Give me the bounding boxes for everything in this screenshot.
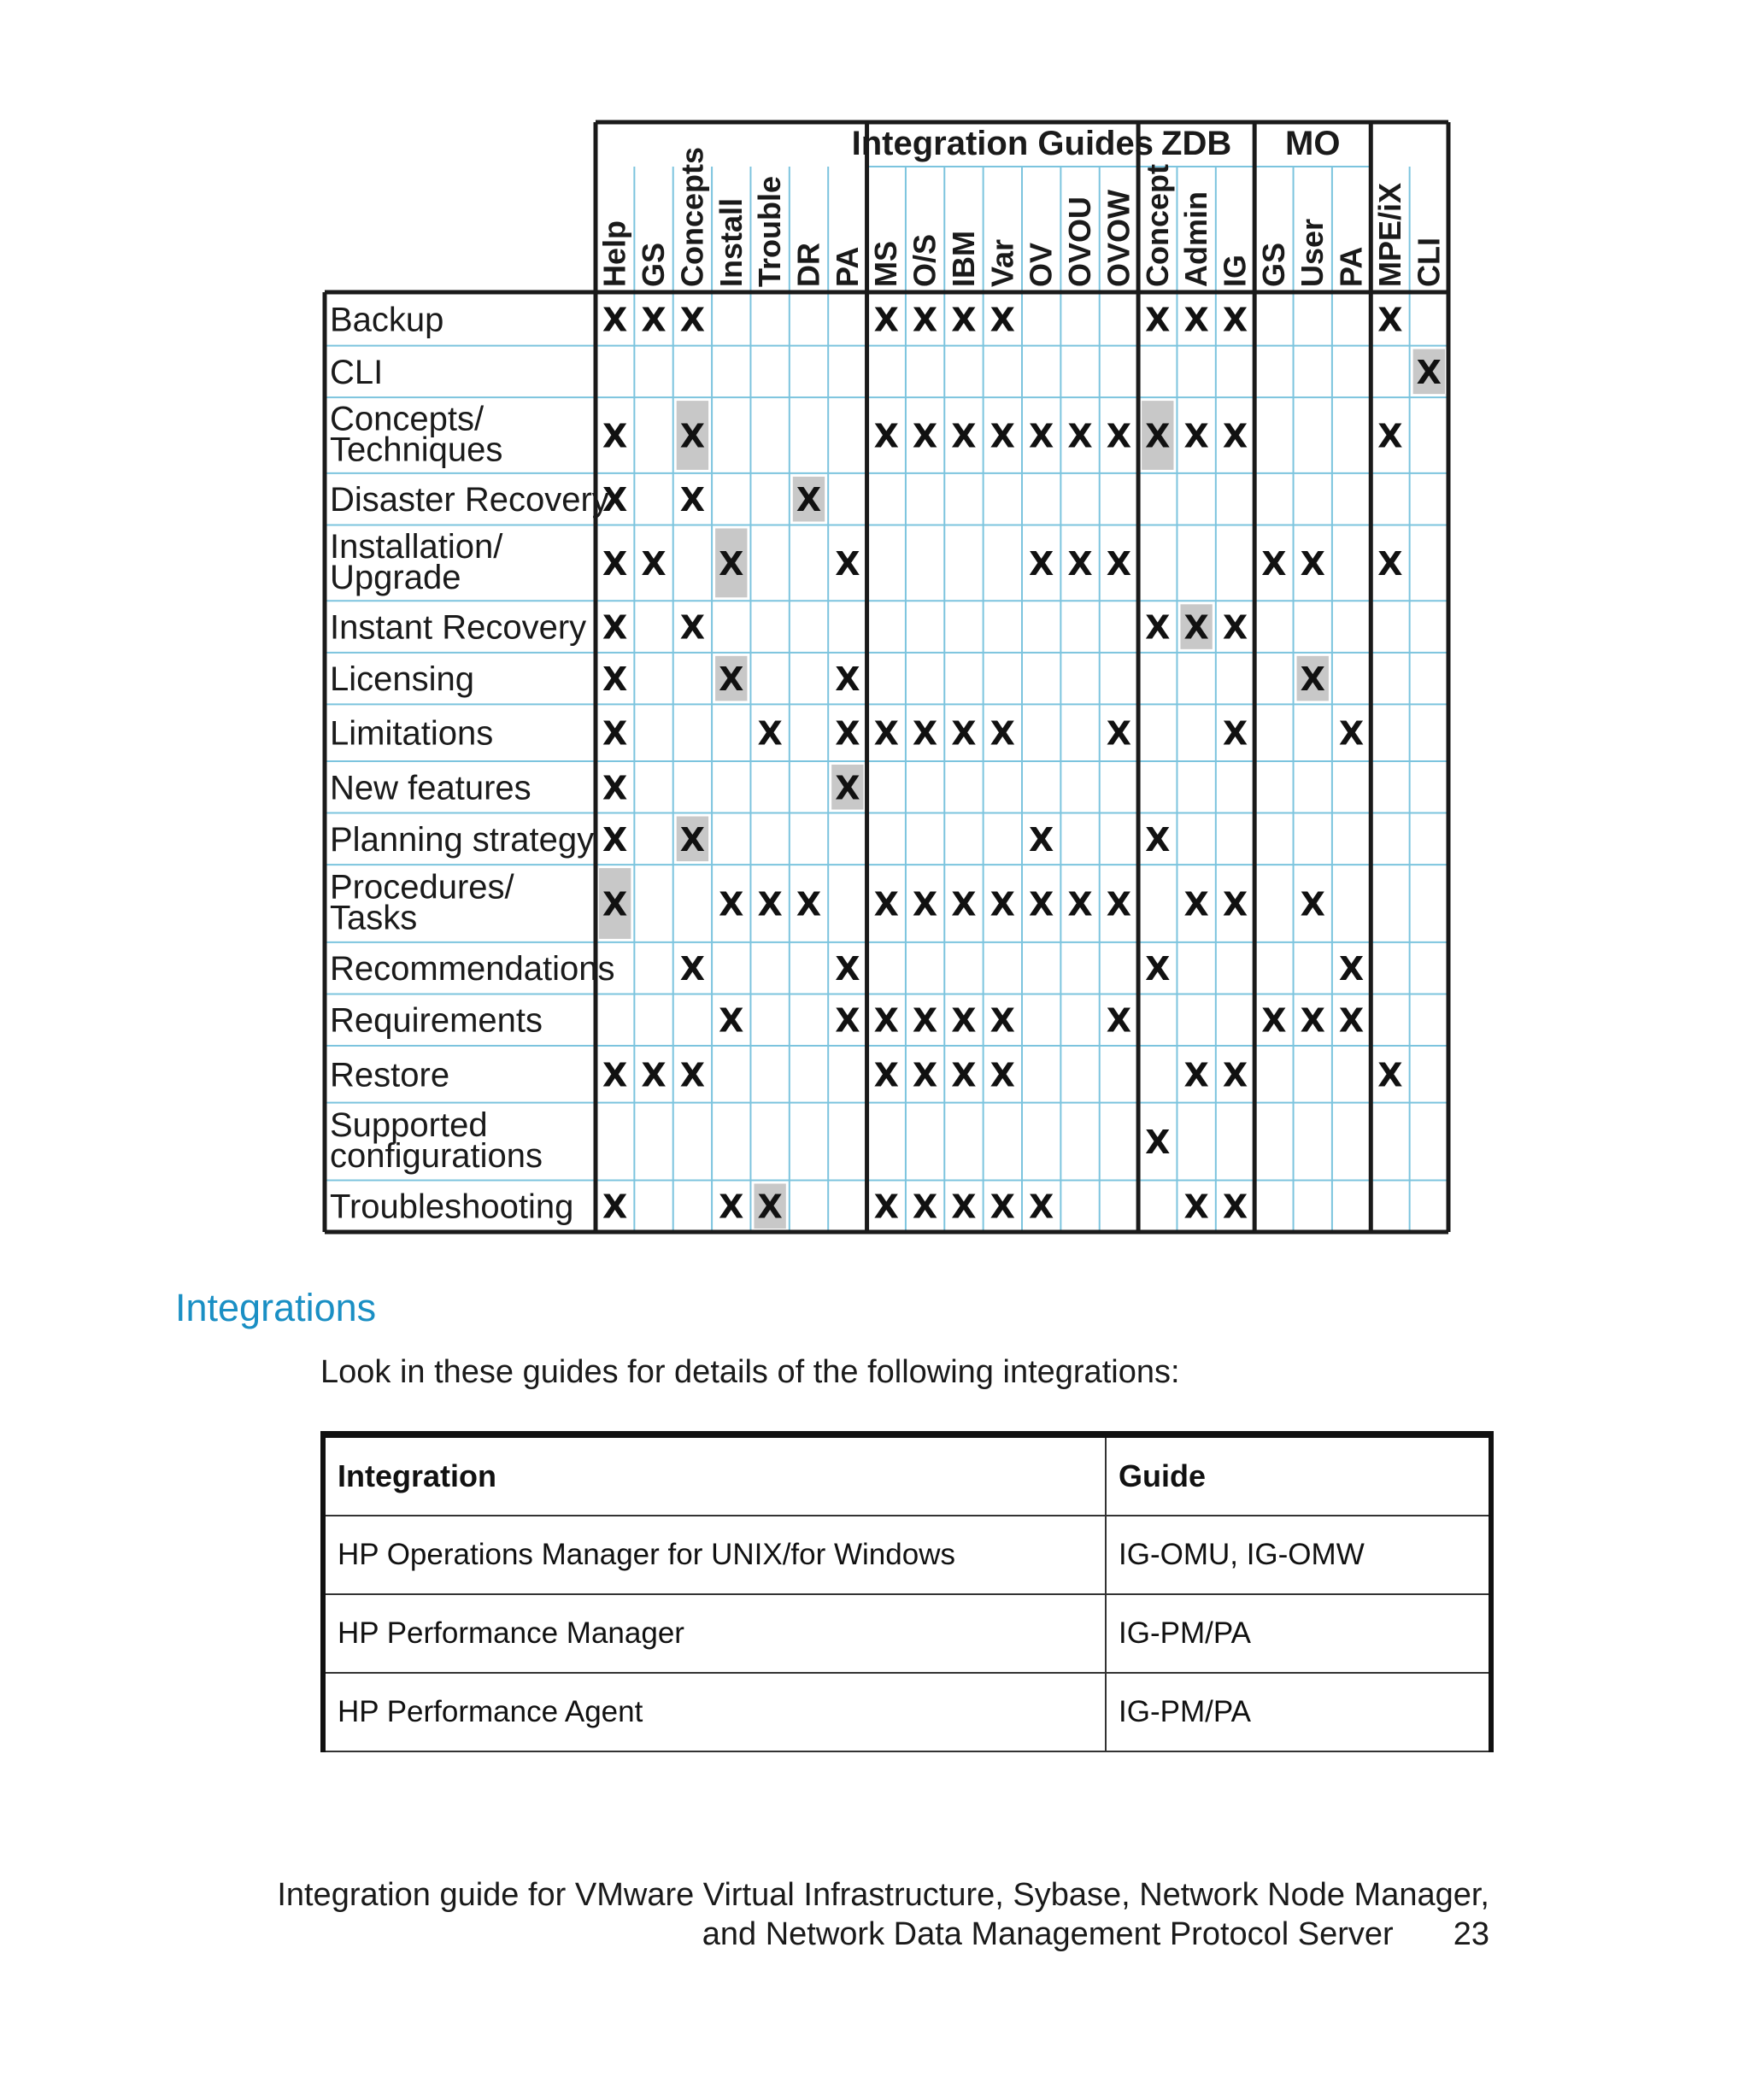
column-label: Concepts <box>674 146 710 287</box>
matrix-mark: X <box>873 1056 899 1094</box>
group-label: Integration Guides <box>851 125 1154 162</box>
matrix-mark: X <box>602 1056 628 1094</box>
matrix-mark: X <box>873 417 899 455</box>
matrix-mark: X <box>912 1001 938 1040</box>
matrix-mark: X <box>951 1056 977 1094</box>
matrix-mark: X <box>1145 1123 1171 1162</box>
matrix-mark: X <box>1416 353 1442 391</box>
column-label: PA <box>1333 246 1369 287</box>
footer-line-1: Integration guide for VMware Virtual Infrastructure, Sybase, Network Node Manager, <box>277 1877 1489 1913</box>
matrix-mark: X <box>1377 1056 1403 1094</box>
matrix-mark: X <box>1183 1056 1209 1094</box>
matrix-mark: X <box>679 301 706 339</box>
matrix-mark: X <box>641 1056 667 1094</box>
column-label: O/S <box>907 233 943 287</box>
column-label: MS <box>868 241 904 287</box>
matrix-mark: X <box>719 660 744 699</box>
row-label: Restore <box>330 1056 450 1094</box>
matrix-mark: X <box>835 1001 860 1040</box>
row-label: Installation/ <box>330 527 503 566</box>
footer-line-2: and Network Data Management Protocol Server <box>702 1916 1394 1952</box>
column-label: Install <box>713 197 749 287</box>
matrix-mark: X <box>1300 1001 1325 1040</box>
matrix-mark: X <box>1067 544 1093 583</box>
matrix-mark: X <box>1067 417 1093 455</box>
matrix-mark: X <box>757 714 783 753</box>
row-label: CLI <box>330 353 384 391</box>
row-label: Techniques <box>330 431 503 469</box>
row-label: Licensing <box>330 660 475 699</box>
row-label: Supported <box>330 1106 488 1145</box>
matrix-mark: X <box>679 1056 706 1094</box>
integration-cell: HP Performance Manager <box>323 1594 1106 1673</box>
table-row <box>323 1594 1491 1673</box>
matrix-mark: X <box>602 544 628 583</box>
matrix-mark: X <box>1222 417 1248 455</box>
matrix-mark: X <box>951 301 977 339</box>
matrix-mark: X <box>1145 417 1171 455</box>
table-row <box>323 1673 1491 1751</box>
guide-cell: IG-PM/PA <box>1106 1673 1491 1751</box>
matrix-mark: X <box>990 301 1015 339</box>
matrix-mark: X <box>912 1188 938 1226</box>
row-label: Instant Recovery <box>330 608 587 647</box>
matrix-mark: X <box>796 885 822 924</box>
matrix-mark: X <box>951 885 977 924</box>
matrix-mark: X <box>1377 301 1403 339</box>
table-row <box>323 1516 1491 1594</box>
group-label: ZDB <box>1161 125 1232 162</box>
matrix-mark: X <box>990 1188 1015 1226</box>
matrix-mark: X <box>679 481 706 519</box>
matrix-mark: X <box>757 885 783 924</box>
page-number: 23 <box>1453 1916 1489 1952</box>
integration-cell: HP Performance Agent <box>323 1673 1106 1751</box>
matrix-mark: X <box>796 481 822 519</box>
matrix-mark: X <box>1261 544 1287 583</box>
matrix-mark: X <box>1029 417 1054 455</box>
column-label: OV <box>1023 242 1059 287</box>
matrix-mark: X <box>951 714 977 753</box>
guide-cell: IG-PM/PA <box>1106 1594 1491 1673</box>
guide-cell: IG-OMU, IG-OMW <box>1106 1516 1491 1594</box>
column-label: OVOU <box>1062 196 1098 287</box>
matrix-mark: X <box>641 301 667 339</box>
matrix-mark: X <box>1222 301 1248 339</box>
row-label: Limitations <box>330 714 494 753</box>
matrix-mark: X <box>719 1001 744 1040</box>
integration-cell: HP Operations Manager for UNIX/for Windows <box>323 1516 1106 1594</box>
matrix-mark: X <box>719 885 744 924</box>
matrix-mark: X <box>1377 544 1403 583</box>
matrix-mark: X <box>873 1188 899 1226</box>
matrix-mark: X <box>679 820 706 859</box>
column-label: Var <box>984 238 1020 287</box>
matrix-mark: X <box>990 885 1015 924</box>
matrix-mark: X <box>1145 950 1171 988</box>
matrix-mark: X <box>1067 885 1093 924</box>
matrix-mark: X <box>873 1001 899 1040</box>
matrix-mark: X <box>1183 301 1209 339</box>
matrix-mark: X <box>951 1001 977 1040</box>
matrix-mark: X <box>835 769 860 807</box>
matrix-mark: X <box>602 769 628 807</box>
matrix-mark: X <box>990 417 1015 455</box>
matrix-mark: X <box>719 544 744 583</box>
row-label: Disaster Recovery <box>330 481 609 519</box>
matrix-mark: X <box>1300 544 1325 583</box>
matrix-mark: X <box>835 714 860 753</box>
matrix-mark: X <box>602 608 628 647</box>
matrix-mark: X <box>1106 885 1132 924</box>
column-label: DR <box>790 243 826 287</box>
header-guide: Guide <box>1106 1434 1491 1516</box>
column-label: PA <box>829 246 865 287</box>
column-label: IG <box>1217 254 1253 287</box>
matrix-mark: X <box>912 301 938 339</box>
column-label: Admin <box>1178 191 1214 287</box>
row-label: Concepts/ <box>330 400 484 438</box>
matrix-mark: X <box>873 714 899 753</box>
integrations-table <box>320 1431 1494 1752</box>
matrix-mark: X <box>602 660 628 699</box>
matrix-mark: X <box>835 544 860 583</box>
matrix-mark: X <box>1338 714 1365 753</box>
matrix-mark: X <box>757 1188 783 1226</box>
matrix-mark: X <box>679 417 706 455</box>
matrix-mark: X <box>1183 1188 1209 1226</box>
matrix-mark: X <box>1106 714 1132 753</box>
column-label: Concept <box>1139 164 1175 287</box>
matrix-mark: X <box>1261 1001 1287 1040</box>
matrix-mark: X <box>835 950 860 988</box>
row-label: Backup <box>330 301 444 339</box>
table-header-row <box>323 1434 1491 1516</box>
matrix-mark: X <box>951 1188 977 1226</box>
matrix-mark: X <box>1222 885 1248 924</box>
row-label: Tasks <box>330 899 418 937</box>
row-label: New features <box>330 769 531 807</box>
matrix-mark: X <box>1222 1188 1248 1226</box>
matrix-mark: X <box>912 1056 938 1094</box>
matrix-mark: X <box>1300 885 1325 924</box>
matrix-mark: X <box>1029 1188 1054 1226</box>
matrix-mark: X <box>912 417 938 455</box>
matrix-mark: X <box>602 714 628 753</box>
column-label: GS <box>1255 242 1291 287</box>
matrix-mark: X <box>1300 660 1325 699</box>
matrix-mark: X <box>602 481 628 519</box>
matrix-mark: X <box>679 950 706 988</box>
matrix-mark: X <box>1029 820 1054 859</box>
intro-text: Look in these guides for details of the following integrations: <box>320 1354 1180 1390</box>
matrix-mark: X <box>990 1056 1015 1094</box>
section-heading: Integrations <box>175 1286 377 1329</box>
matrix-mark: X <box>1377 417 1403 455</box>
matrix-mark: X <box>1183 608 1209 647</box>
matrix-mark: X <box>602 820 628 859</box>
matrix-mark: X <box>719 1188 744 1226</box>
row-label: Troubleshooting <box>330 1188 574 1226</box>
column-label: MPE/iX <box>1371 182 1407 287</box>
matrix-mark: X <box>1106 417 1132 455</box>
header-integration: Integration <box>323 1434 1106 1516</box>
page-footer <box>277 1875 1489 1954</box>
matrix-mark: X <box>602 885 628 924</box>
matrix-mark: X <box>1106 1001 1132 1040</box>
row-label: configurations <box>330 1137 543 1176</box>
matrix-mark: X <box>1029 544 1054 583</box>
row-label: Upgrade <box>330 558 461 596</box>
matrix-mark: X <box>679 608 706 647</box>
matrix-mark: X <box>602 417 628 455</box>
matrix-mark: X <box>602 1188 628 1226</box>
matrix-mark: X <box>835 660 860 699</box>
matrix-mark: X <box>1222 714 1248 753</box>
matrix-mark: X <box>912 885 938 924</box>
matrix-mark: X <box>873 301 899 339</box>
matrix-mark: X <box>1106 544 1132 583</box>
column-label: GS <box>636 242 672 287</box>
column-label: Help <box>596 220 632 287</box>
row-label: Recommendations <box>330 950 615 988</box>
footer-line-2-wrap <box>277 1915 1489 1954</box>
matrix-mark: X <box>1029 885 1054 924</box>
matrix-mark: X <box>873 885 899 924</box>
row-label: Requirements <box>330 1001 543 1040</box>
column-label: OVOW <box>1101 190 1136 287</box>
matrix-mark: X <box>1338 950 1365 988</box>
matrix-mark: X <box>1145 608 1171 647</box>
group-label: MO <box>1285 125 1341 162</box>
matrix-mark: X <box>1183 885 1209 924</box>
row-label: Procedures/ <box>330 868 514 906</box>
matrix-mark: X <box>951 417 977 455</box>
row-label: Planning strategy <box>330 820 595 859</box>
column-label: Trouble <box>752 175 788 287</box>
column-label: IBM <box>945 231 981 287</box>
matrix-mark: X <box>1183 417 1209 455</box>
column-label: User <box>1295 218 1330 287</box>
matrix-mark: X <box>990 1001 1015 1040</box>
matrix-mark: X <box>1222 608 1248 647</box>
matrix-mark: X <box>1222 1056 1248 1094</box>
matrix-mark: X <box>1145 301 1171 339</box>
column-label: CLI <box>1411 238 1447 287</box>
matrix-mark: X <box>990 714 1015 753</box>
matrix-mark: X <box>602 301 628 339</box>
matrix-mark: X <box>1338 1001 1365 1040</box>
matrix-mark: X <box>1145 820 1171 859</box>
matrix-mark: X <box>912 714 938 753</box>
matrix-mark: X <box>641 544 667 583</box>
